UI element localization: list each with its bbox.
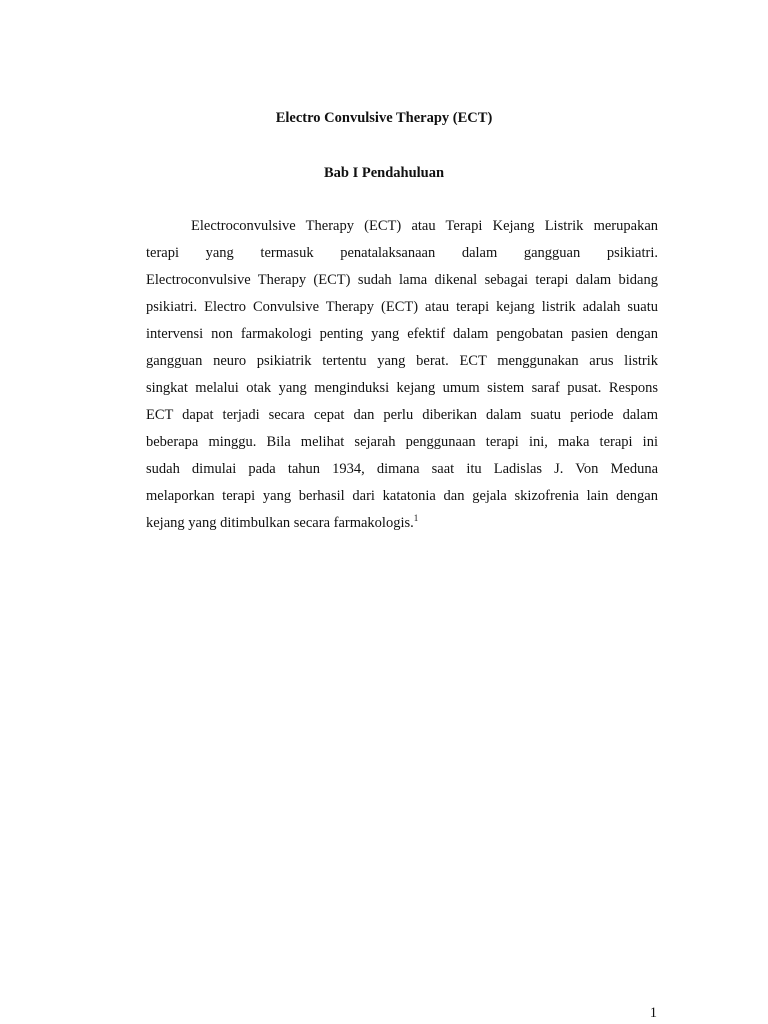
paragraph-line: beberapa minggu. Bila melihat sejarah penggunaan terapi ini, maka terapi ini — [146, 434, 658, 450]
document-title: Electro Convulsive Therapy (ECT) — [275, 110, 493, 126]
paragraph-line: intervensi non farmakologi penting yang efektif dalam pengobatan pasien dengan — [146, 326, 658, 342]
paragraph-line: terapi yang termasuk penatalaksanaan dalam gangguan psikiatri. — [146, 245, 658, 261]
footnote-reference: 1 — [413, 513, 419, 523]
page-number: 1 — [649, 1005, 657, 1021]
paragraph-line: singkat melalui otak yang menginduksi kejang umum sistem saraf pusat. Respons — [146, 380, 658, 396]
paragraph-last-line — [146, 513, 658, 540]
paragraph-line: Electroconvulsive Therapy (ECT) sudah lama dikenal sebagai terapi dalam bidang — [146, 272, 658, 288]
introduction-paragraph — [146, 216, 658, 540]
paragraph-line: Electroconvulsive Therapy (ECT) atau Terapi Kejang Listrik merupakan — [191, 218, 658, 234]
paragraph-line: melaporkan terapi yang berhasil dari katatonia dan gejala skizofrenia lain dengan — [146, 488, 658, 504]
paragraph-line: psikiatri. Electro Convulsive Therapy (ECT) atau terapi kejang listrik adalah suatu — [146, 299, 658, 315]
paragraph-line: gangguan neuro psikiatrik tertentu yang berat. ECT menggunakan arus listrik — [146, 353, 658, 369]
paragraph-line: ECT dapat terjadi secara cepat dan perlu diberikan dalam suatu periode dalam — [146, 407, 658, 423]
chapter-heading: Bab I Pendahuluan — [323, 165, 445, 181]
paragraph-line: sudah dimulai pada tahun 1934, dimana saat itu Ladislas J. Von Meduna — [146, 461, 658, 477]
paragraph-line-text: kejang yang ditimbulkan secara farmakologis. — [146, 515, 414, 531]
